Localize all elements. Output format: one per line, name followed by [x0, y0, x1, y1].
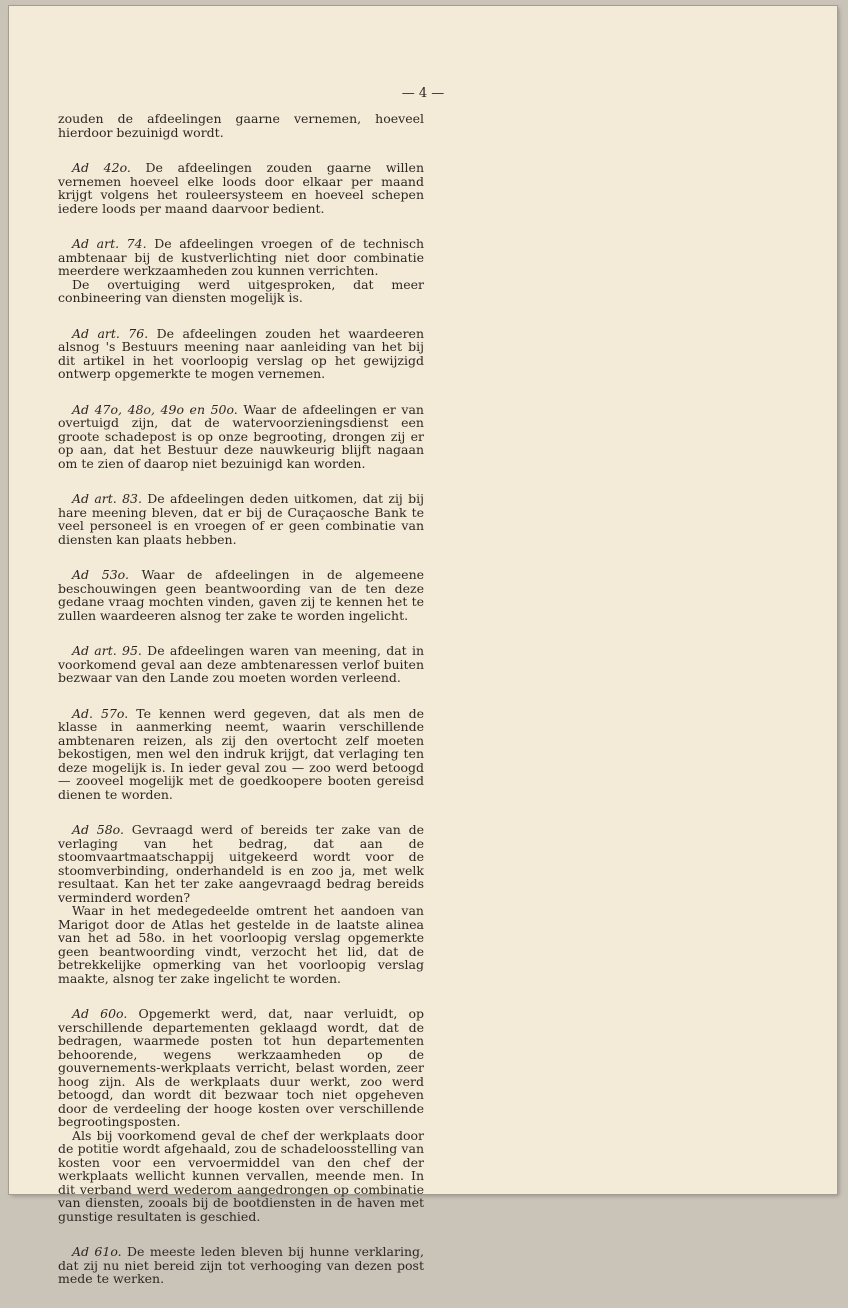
paragraph-ref: Ad art. 76.: [72, 325, 149, 341]
paragraph-ref: Ad 47o, 48o, 49o en 50o.: [72, 401, 238, 417]
paragraph-text: De afdeelingen deden uitkomen, dat zij bij hare meening bleven, dat er bij de Curaçaosche Bank te veel personeel is en vroegen of er geen combinatie van diensten kan plaats hebben.: [58, 491, 424, 547]
paragraph-text: De afdeelingen zouden gaarne willen vernemen hoeveel elke loods door elkaar per maand krijgt volgens het rouleersysteem en hoeveel schepen iedere loods per maand daarvoor bedient.: [58, 160, 424, 216]
paragraph-extra: Waar in het medegedeelde omtrent het aandoen van Marigot door de Atlas het gestelde in de laatste alinea van het ad 58o. in het voorloopig verslag opgemerkte geen beantwoording vindt, verzocht het lid, dat de betrekkelijke opmerking van het voorloopig verslag maakte, alsnog ter zake ingelicht te worden.: [58, 903, 424, 986]
paragraph-text: zouden de afdeelingen gaarne vernemen, hoeveel hierdoor bezuinigd wordt.: [58, 111, 424, 140]
paragraph-text: De meeste leden bleven bij hunne verklaring, dat zij nu niet bereid zijn tot verhooging van dezen post mede te werken.: [58, 1244, 425, 1286]
document-page: [9, 6, 837, 1286]
paragraph-extra: De overtuiging werd uitgesproken, dat meer conbineering van diensten mogelijk is.: [58, 276, 424, 305]
paragraph-ref: Ad 60o.: [72, 1006, 128, 1021]
paragraph-text: De afdeelingen waren van meening, dat in voorkomend geval aan deze ambtenaressen verlof buiten bezwaar van den Lande zou moeten worden verleend.: [58, 643, 424, 685]
paragraph-text: Waar de afdeelingen er van overtuigd zijn, dat de watervoorzieningsdienst een groote schadepost is op onze begrooting, drongen zij er op aan, dat het Bestuur deze nauwkeurig blijft nagaan om te zien of daarop niet bezuinigd kan worden.: [58, 401, 424, 471]
paragraph: [58, 492, 424, 546]
paragraph-ref: Ad art. 74.: [72, 236, 147, 251]
paragraph: [58, 644, 424, 685]
paragraph-ref: Ad 42o.: [72, 160, 131, 175]
paragraph: [58, 403, 424, 471]
paragraph: [58, 707, 424, 802]
paragraph-ref: Ad. 57o.: [72, 705, 129, 721]
paragraph: [58, 112, 424, 139]
paragraph: [58, 237, 424, 305]
text-column: [58, 112, 424, 1308]
paragraph: [58, 568, 424, 622]
paragraph-ref: Ad art. 83.: [72, 491, 142, 506]
paragraph-text: De afdeelingen vroegen of de technisch ambtenaar bij de kustverlichting niet door combinatie meerdere werkzaamheden zou kunnen verrichten.: [58, 236, 424, 278]
paragraph: [58, 1007, 424, 1223]
paragraph: [58, 161, 424, 215]
paragraph-ref: Ad art. 95.: [72, 643, 142, 658]
paragraph: [58, 327, 424, 381]
paragraph-text: De afdeelingen zouden het waardeeren alsnog 's Bestuurs meening naar aanleiding van het bij dit artikel in het voorloopig verslag op het gewijzigd ontwerp opgemerkte te mogen vernemen.: [58, 325, 424, 381]
paragraph: [58, 823, 424, 985]
paragraph-text: Opgemerkt werd, dat, naar verluidt, op verschillende departementen geklaagd wordt, dat de bedragen, waarmede posten tot hun departementen behoorende, wegens werkzaamheden op de gouvernements-werkplaats verricht, belast worden, zeer hoog zijn. Als de werkplaats duur werkt, zoo werd betoogd, dan wordt dit bezwaar toch niet opgeheven door de verdeeling der hooge kosten over verschillende begrootingsposten.: [58, 1006, 424, 1129]
paragraph-ref: Ad 53o.: [72, 567, 129, 582]
paragraph: [58, 1245, 424, 1286]
paragraph-ref: Ad 58o.: [72, 822, 124, 837]
paragraph-text: Waar de afdeelingen in de algemeene beschouwingen geen beantwoording van de ten deze gedane vraag mochten vinden, gaven zij te kennen het te zullen waardeeren alsnog ter zake te worden ingelicht.: [58, 567, 425, 623]
paragraph-text: Te kennen werd gegeven, dat als men de klasse in aanmerking neemt, waarin verschillende ambtenaren reizen, als zij den overtocht zelf moeten bekostigen, men wel den indruk krijgt, dat verlaging ten deze mogelijk is. In ieder geval zou — zoo werd betoogd — zooveel mogelijk met de goedkoopere booten gereisd dienen te worden.: [58, 705, 424, 802]
paragraph-extra: Als bij voorkomend geval de chef der werkplaats door de potitie wordt afgehaald, zou de schadeloosstelling van kosten voor een vervoermiddel van den chef der werkplaats wellicht kunnen vervallen, meende men. In dit verband werd wederom aangedrongen op combinatie van diensten, zooals bij de bootdiensten in de haven met gunstige resultaten is geschied.: [58, 1127, 424, 1224]
page-number: — 4 —: [401, 86, 445, 101]
paragraph-text: Gevraagd werd of bereids ter zake van de verlaging van het bedrag, dat aan de stoomvaartmaatschappij uitgekeerd wordt voor de stoomverbinding, onderhandeld is en zoo ja, met welk resultaat. Kan het ter zake aangevraagd bedrag bereids verminderd worden?: [58, 822, 424, 905]
paragraph-ref: Ad 61o.: [72, 1244, 122, 1259]
